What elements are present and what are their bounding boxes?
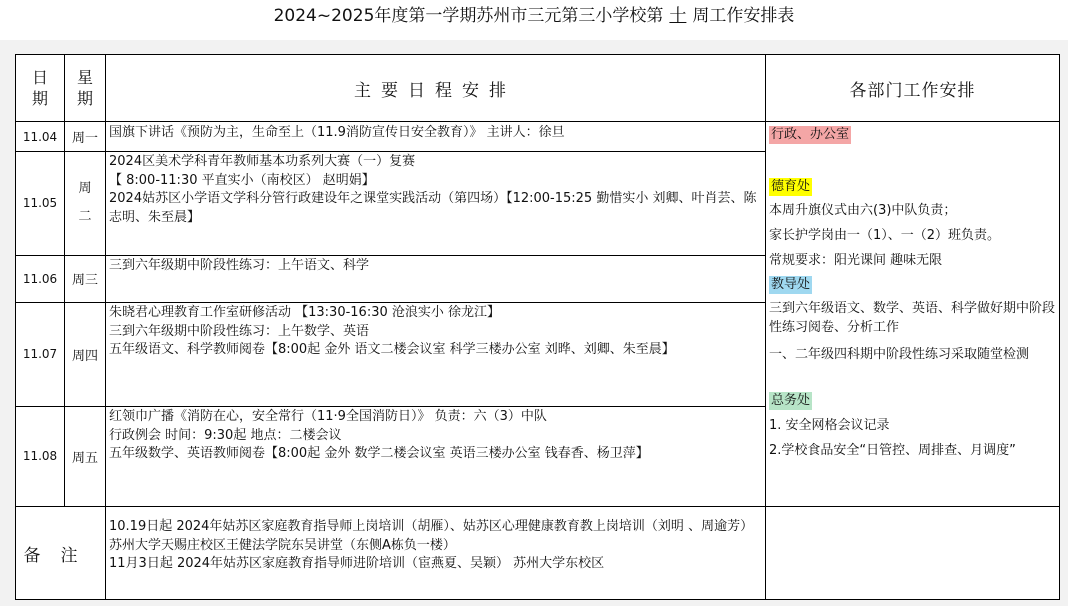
schedule-line: 2024姑苏区小学语文学科分管行政建设年之课堂实践活动（第四场）【12:00-15:25 勤惜实小 刘卿、叶肖芸、陈志明、朱至晨】: [109, 191, 757, 225]
schedule-line: 【 8:00-11:30 平直实小（南校区） 赵明娟】: [109, 172, 375, 188]
grid-line: [15, 506, 1060, 507]
notes-content: [106, 508, 764, 599]
weekday-cell: [65, 152, 105, 254]
general-affairs-tag: 总务处: [771, 393, 811, 408]
schedule-line: 三到六年级期中阶段性练习：上午数学、英语: [109, 323, 370, 339]
grid-line: [15, 54, 16, 600]
teaching-line: 三到六年级语文、数学、英语、科学做好期中阶段性练习阅卷、分析工作: [769, 301, 1056, 335]
notes-side-cell: [766, 508, 1059, 599]
schedule-line: 红领巾广播《消防在心，安全常行（11·9全国消防日）》 负责：六（3）中队: [109, 409, 547, 424]
schedule-line: 五年级语文、科学教师阅卷【8:00起 金外 语文二楼会议室 科学三楼办公室 刘晔、刘卿、朱至晨】: [109, 342, 675, 357]
teaching-office-tag: 教导处: [771, 277, 811, 292]
grid-line: [105, 54, 106, 600]
weekday-label: 周二: [78, 181, 92, 224]
moral-line: 常规要求：阳光课间 趣味无限: [769, 253, 943, 268]
date-cell: 11.07: [16, 303, 64, 405]
header-departments: 各部门工作安排: [766, 55, 1059, 121]
weekday-cell: 周一: [65, 123, 105, 150]
general-line: 2.学校食品安全“日管控、周排查、月调度”: [769, 443, 1016, 458]
schedule-line: 2024区美术学科青年教师基本功系列大赛（一）复赛: [109, 154, 416, 169]
header-date: 日期: [31, 68, 48, 108]
header-weekday-cell: [65, 55, 105, 121]
grid-line: [765, 54, 766, 600]
notes-line: 11月3日起 2024年姑苏区家庭教育指导师进阶培训（宦燕夏、吴颖） 苏州大学东校区: [109, 556, 605, 571]
general-line: 1. 安全网格会议记录: [769, 418, 890, 433]
moral-education-tag: 德育处: [771, 179, 811, 194]
weekday-cell: 周五: [65, 407, 105, 505]
date-cell: 11.06: [16, 256, 64, 301]
week-number: 十: [669, 6, 687, 26]
schedule-line: 朱晓君心理教育工作室研修活动 【13:30-16:30 沧浪实小 徐龙江】: [109, 305, 501, 320]
grid-line: [15, 54, 1060, 55]
header-main-schedule: 主要日程安排: [106, 55, 764, 121]
grid-line: [15, 302, 765, 303]
notes-label: 备注: [16, 508, 105, 599]
teaching-line: 一、二年级四科期中阶段性练习采取随堂检测: [769, 347, 1030, 362]
header-date-cell: [16, 55, 64, 121]
grid-line: [1059, 54, 1060, 600]
schedule-friday: [106, 407, 764, 505]
schedule-wednesday: [106, 256, 764, 301]
weekday-cell: 周四: [65, 303, 105, 405]
notes-line: 10.19日起 2024年姑苏区家庭教育指导师上岗培训（胡雁）、姑苏区心理健康教育教上岗培训（刘明 、周逾芳）苏州大学天赐庄校区王健法学院东吴讲堂（东侧A栋负一楼）: [109, 519, 754, 553]
schedule-thursday: [106, 303, 764, 405]
date-cell: 11.04: [16, 123, 64, 150]
schedule-tuesday: [106, 152, 764, 254]
date-cell: 11.05: [16, 152, 64, 254]
weekday-cell: 周三: [65, 256, 105, 301]
title-suffix: 周工作安排表: [692, 6, 795, 26]
schedule-line: 行政例会 时间：9:30起 地点：二楼会议: [109, 427, 342, 443]
grid-line: [15, 599, 1060, 600]
schedule-line: 五年级数学、英语教师阅卷【8:00起 金外 数学二楼会议室 英语三楼办公室 钱春香、杨卫萍】: [109, 446, 649, 461]
grid-line: [15, 121, 1060, 122]
schedule-line: 三到六年级期中阶段性练习：上午语文、科学: [109, 258, 370, 273]
title-prefix: 2024~2025年度第一学期苏州市三元第三小学校第: [273, 6, 664, 26]
moral-line: 家长护学岗由一（1）、一（2）班负责。: [769, 228, 1001, 243]
moral-line: 本周升旗仪式由六(3)中队负责；: [769, 203, 957, 218]
date-cell: 11.08: [16, 407, 64, 505]
grid-line: [64, 54, 65, 507]
header-weekday: 星期: [76, 68, 93, 108]
schedule-monday: [106, 123, 764, 150]
grid-line: [15, 406, 765, 407]
grid-line: [15, 255, 765, 256]
schedule-line: 国旗下讲话《预防为主，生命至上（11.9消防宣传日安全教育）》 主讲人：徐旦: [109, 125, 565, 140]
grid-line: [15, 151, 765, 152]
page-title: [0, 4, 1068, 28]
admin-office-tag: 行政、办公室: [771, 127, 850, 142]
